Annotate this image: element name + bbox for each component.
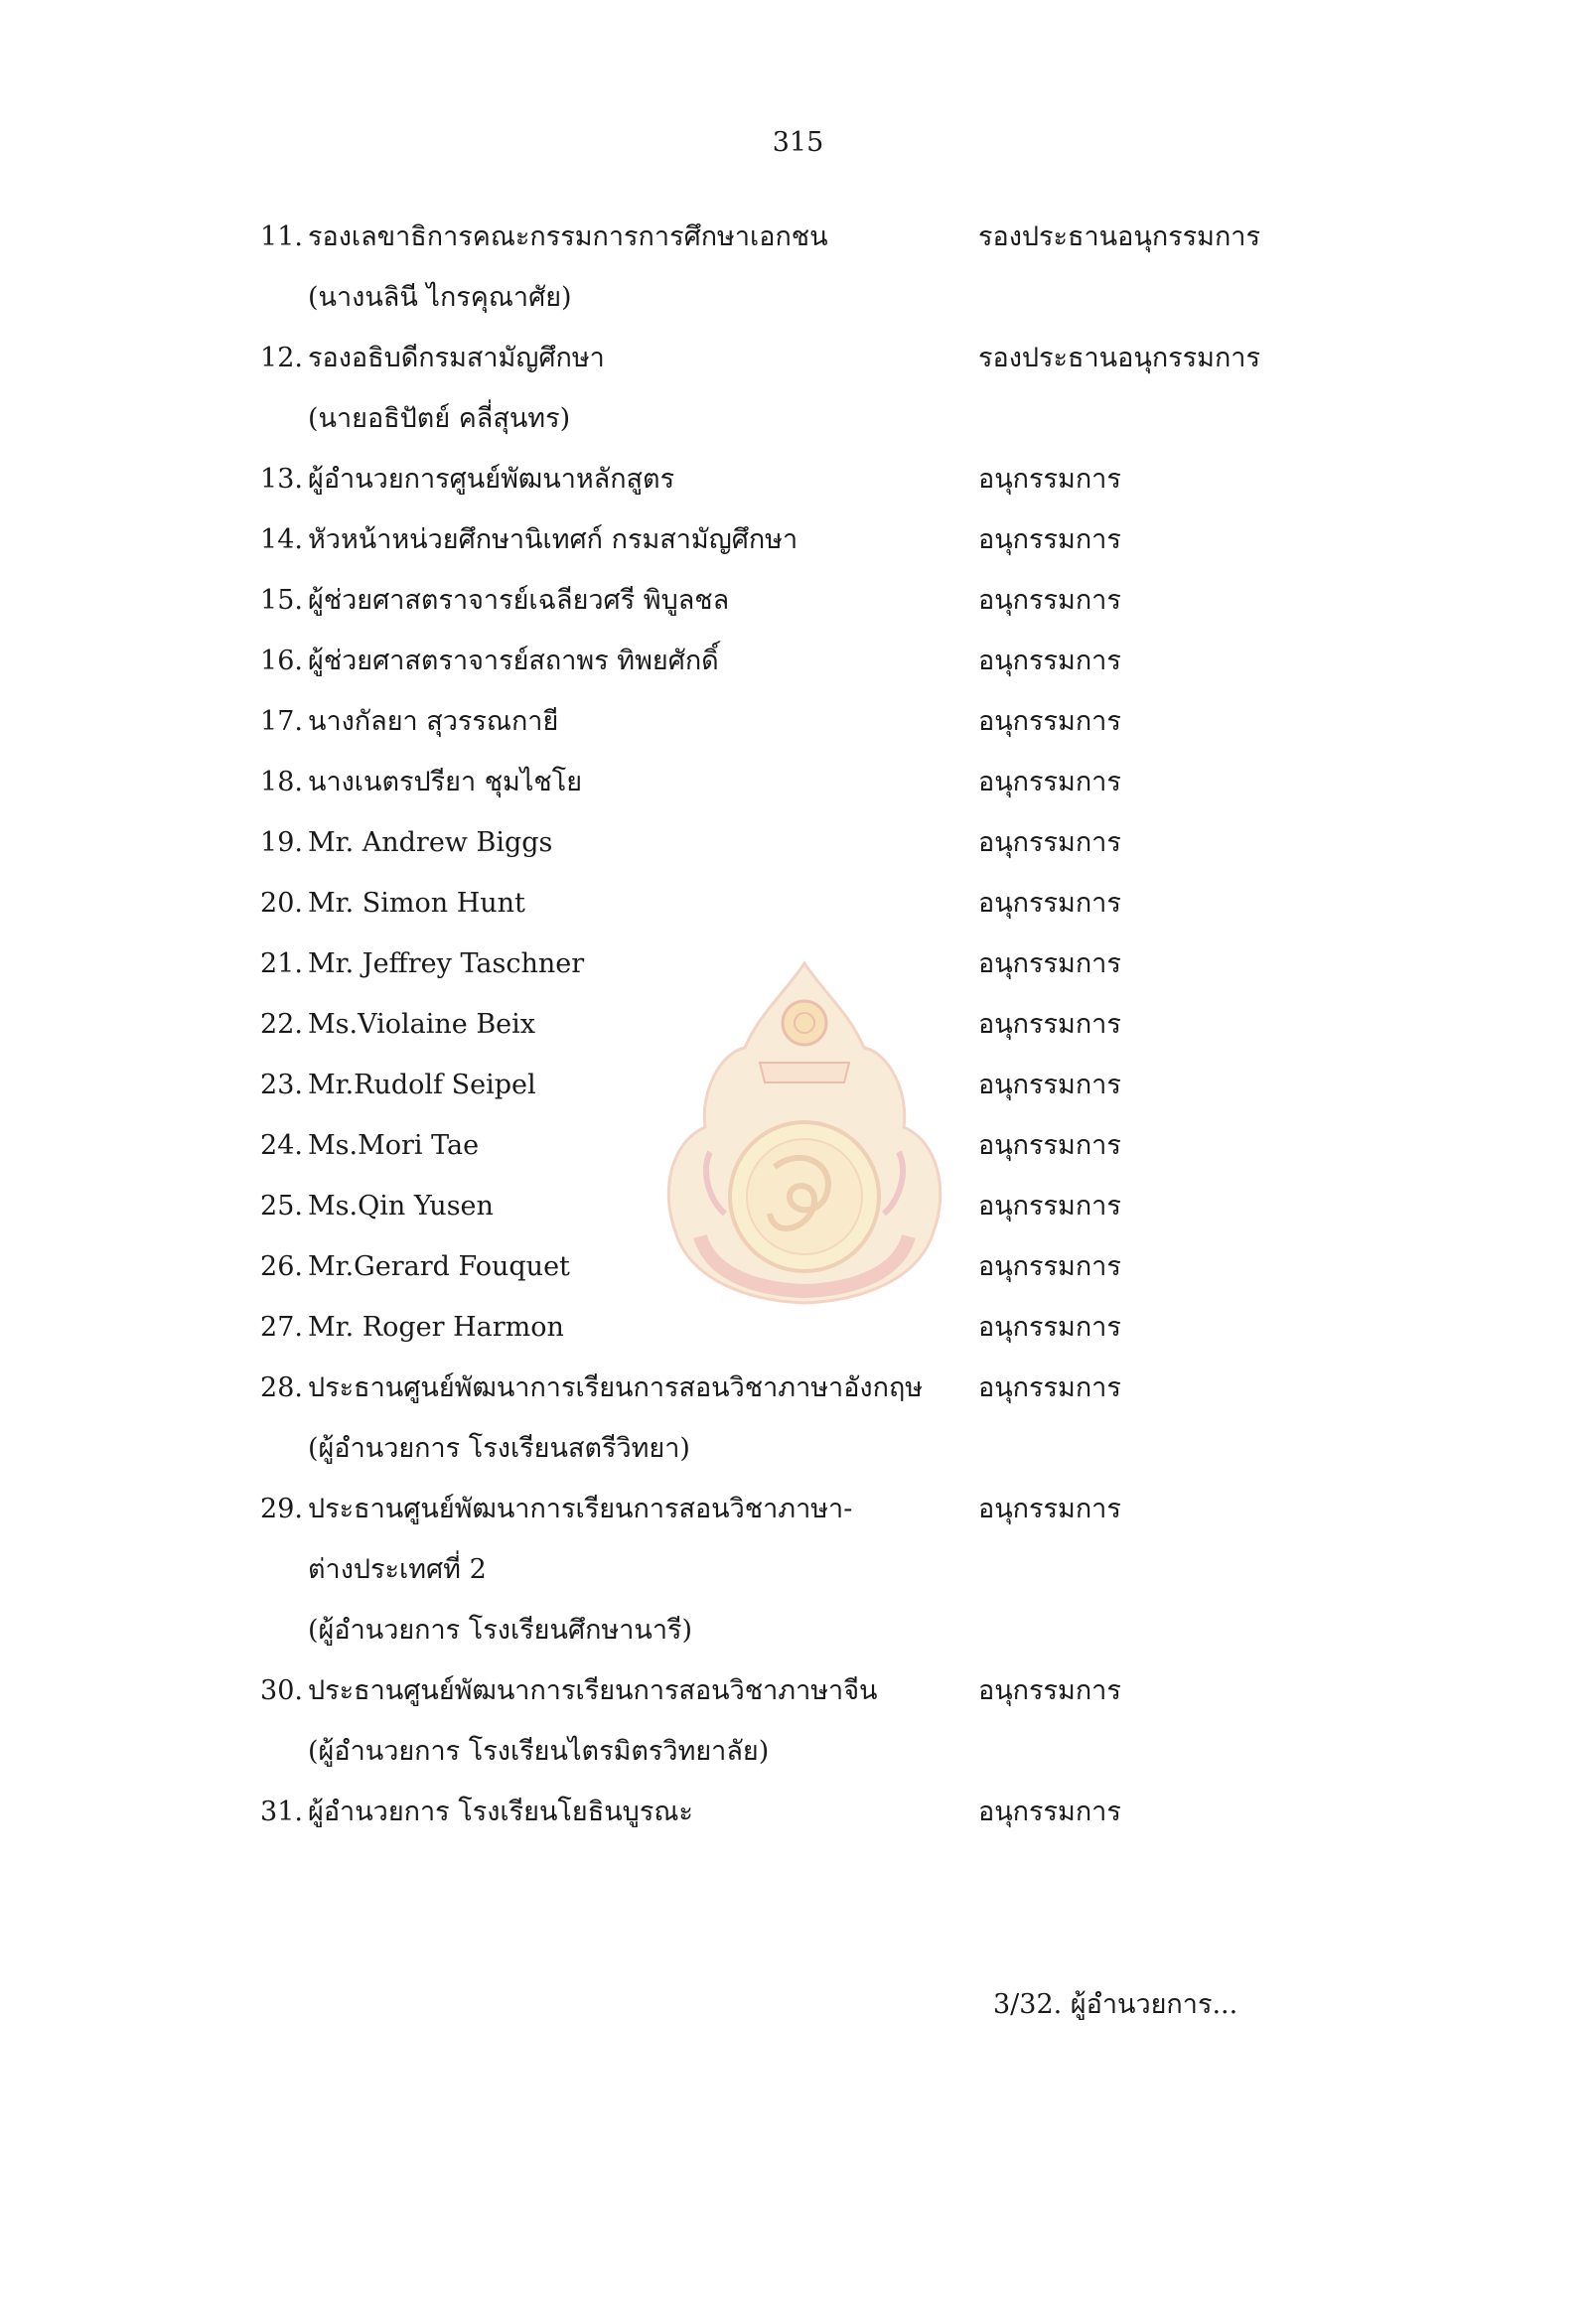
member-detail-line [0, 1539, 1596, 1600]
member-role: อนุกรรมการ [978, 767, 1121, 797]
member-number: 29. [260, 1494, 303, 1524]
member-number: 23. [260, 1070, 303, 1100]
member-number: 11. [260, 221, 303, 252]
member-name: ผู้อำนวยการ โรงเรียนโยธินบูรณะ [308, 1797, 693, 1827]
member-role: อนุกรรมการ [978, 888, 1121, 919]
member-detail: (นางนลินี ไกรคุณาศัย) [308, 282, 572, 313]
member-detail-line [0, 388, 1596, 449]
member-role: อนุกรรมการ [978, 1797, 1121, 1827]
member-entry [0, 994, 1596, 1055]
member-role: อนุกรรมการ [978, 1494, 1121, 1524]
member-name: Mr.Rudolf Seipel [308, 1070, 536, 1100]
member-role: อนุกรรมการ [978, 1312, 1121, 1343]
member-name: Ms.Violaine Beix [308, 1009, 535, 1040]
member-entry [0, 1358, 1596, 1418]
member-number: 13. [260, 464, 303, 495]
member-name: ประธานศูนย์พัฒนาการเรียนการสอนวิชาภาษาอังกฤษ [308, 1372, 924, 1403]
member-name: ผู้อำนวยการศูนย์พัฒนาหลักสูตร [308, 464, 675, 495]
member-role: รองประธานอนุกรรมการ [978, 221, 1260, 252]
member-role: อนุกรรมการ [978, 524, 1121, 555]
member-number: 20. [260, 888, 303, 919]
member-entry [0, 328, 1596, 388]
continuation-note: 3/32. ผู้อำนวยการ... [993, 1989, 1238, 2020]
member-name: Ms.Mori Tae [308, 1130, 480, 1161]
member-entry [0, 1055, 1596, 1115]
member-entry [0, 934, 1596, 994]
member-name: Mr. Simon Hunt [308, 888, 525, 919]
member-role: อนุกรรมการ [978, 1372, 1121, 1403]
member-number: 19. [260, 827, 303, 858]
member-entry [0, 691, 1596, 752]
member-role: อนุกรรมการ [978, 646, 1121, 676]
member-name: Mr. Roger Harmon [308, 1312, 564, 1343]
member-number: 17. [260, 706, 303, 737]
member-name: Mr. Jeffrey Taschner [308, 948, 585, 979]
member-name: รองเลขาธิการคณะกรรมการการศึกษาเอกชน [308, 221, 828, 252]
member-detail-line [0, 1721, 1596, 1782]
member-role: อนุกรรมการ [978, 706, 1121, 737]
member-number: 28. [260, 1372, 303, 1403]
member-detail: (ผู้อำนวยการ โรงเรียนศึกษานารี) [308, 1615, 693, 1646]
member-number: 27. [260, 1312, 303, 1343]
member-role: อนุกรรมการ [978, 585, 1121, 616]
member-entry [0, 449, 1596, 509]
page-number: 315 [772, 127, 824, 158]
member-name: ผู้ช่วยศาสตราจารย์เฉลียวศรี พิบูลชล [308, 585, 730, 616]
member-number: 31. [260, 1797, 303, 1827]
member-number: 15. [260, 585, 303, 616]
member-name: ประธานศูนย์พัฒนาการเรียนการสอนวิชาภาษา- [308, 1494, 853, 1524]
member-role: อนุกรรมการ [978, 1251, 1121, 1282]
member-number: 18. [260, 767, 303, 797]
member-role: อนุกรรมการ [978, 948, 1121, 979]
member-detail-line [0, 1418, 1596, 1479]
member-name: หัวหน้าหน่วยศึกษานิเทศก์ กรมสามัญศึกษา [308, 524, 798, 555]
member-number: 21. [260, 948, 303, 979]
member-role: รองประธานอนุกรรมการ [978, 343, 1260, 373]
member-role: อนุกรรมการ [978, 464, 1121, 495]
member-entry [0, 812, 1596, 873]
member-entry [0, 752, 1596, 812]
member-entry [0, 1236, 1596, 1297]
member-name: Ms.Qin Yusen [308, 1191, 494, 1222]
member-role: อนุกรรมการ [978, 827, 1121, 858]
member-role: อนุกรรมการ [978, 1191, 1121, 1222]
member-entry [0, 873, 1596, 934]
member-number: 30. [260, 1675, 303, 1706]
member-name: นางเนตรปรียา ชุมไชโย [308, 767, 583, 797]
member-role: อนุกรรมการ [978, 1130, 1121, 1161]
member-name: ประธานศูนย์พัฒนาการเรียนการสอนวิชาภาษาจีน [308, 1675, 878, 1706]
member-role: อนุกรรมการ [978, 1070, 1121, 1100]
member-detail: ต่างประเทศที่ 2 [308, 1554, 487, 1585]
member-entry [0, 570, 1596, 631]
member-number: 12. [260, 343, 303, 373]
member-detail: (ผู้อำนวยการ โรงเรียนสตรีวิทยา) [308, 1433, 690, 1464]
member-number: 24. [260, 1130, 303, 1161]
member-number: 25. [260, 1191, 303, 1222]
member-entry [0, 1297, 1596, 1358]
member-role: อนุกรรมการ [978, 1009, 1121, 1040]
member-entry [0, 1660, 1596, 1721]
member-name: Mr.Gerard Fouquet [308, 1251, 570, 1282]
member-entry [0, 631, 1596, 691]
member-number: 16. [260, 646, 303, 676]
member-number: 14. [260, 524, 303, 555]
member-entry [0, 1782, 1596, 1842]
member-entry [0, 509, 1596, 570]
member-name: Mr. Andrew Biggs [308, 827, 553, 858]
member-role: อนุกรรมการ [978, 1675, 1121, 1706]
committee-member-list [0, 207, 1596, 1842]
member-detail: (ผู้อำนวยการ โรงเรียนไตรมิตรวิทยาลัย) [308, 1736, 770, 1767]
member-number: 22. [260, 1009, 303, 1040]
member-detail-line [0, 1600, 1596, 1660]
member-name: รองอธิบดีกรมสามัญศึกษา [308, 343, 605, 373]
member-name: ผู้ช่วยศาสตราจารย์สถาพร ทิพยศักดิ์ [308, 646, 719, 676]
member-entry [0, 207, 1596, 267]
member-entry [0, 1479, 1596, 1539]
member-number: 26. [260, 1251, 303, 1282]
member-entry [0, 1176, 1596, 1236]
member-detail: (นายอธิปัตย์ คลี่สุนทร) [308, 403, 571, 434]
member-detail-line [0, 267, 1596, 328]
member-name: นางกัลยา สุวรรณกายี [308, 706, 559, 737]
member-entry [0, 1115, 1596, 1176]
